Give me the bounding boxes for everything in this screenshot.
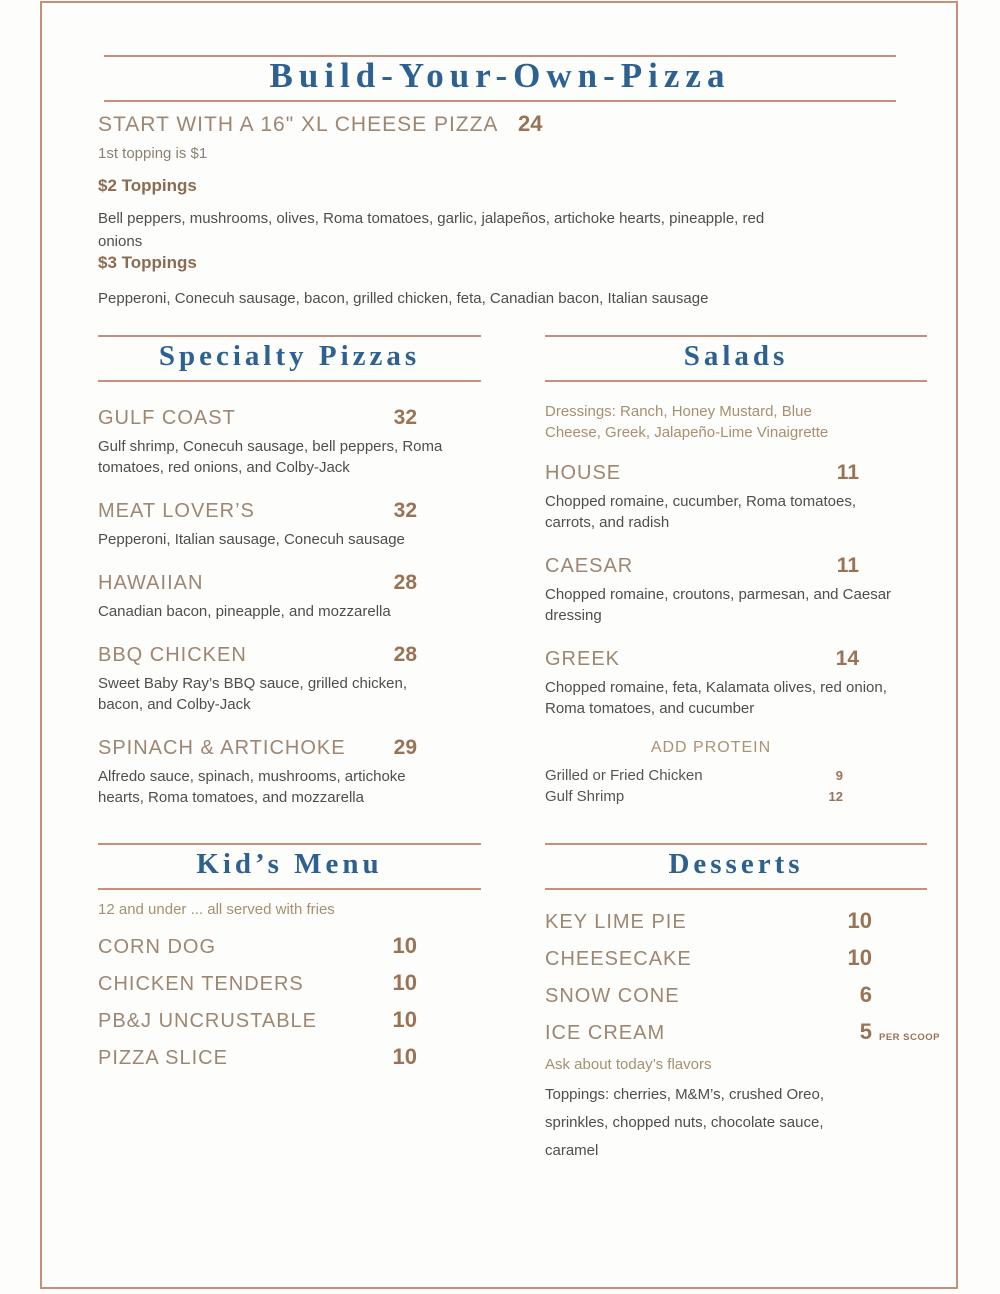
menu-item-add-shrimp bbox=[545, 786, 927, 807]
menu-item-caesar-salad bbox=[545, 553, 927, 626]
item-name: ICE CREAM bbox=[545, 1022, 666, 1044]
item-price: 32 bbox=[393, 406, 417, 429]
item-price: 32 bbox=[393, 499, 417, 522]
item-description: Chopped romaine, feta, Kalamata olives, red onion, Roma tomatoes, and cucumber bbox=[545, 679, 887, 717]
menu-item-hawaiian bbox=[98, 570, 481, 622]
item-price: 10 bbox=[392, 970, 417, 995]
item-price: 10 bbox=[847, 945, 872, 970]
item-price: 11 bbox=[836, 461, 859, 484]
item-name: START WITH A 16" XL CHEESE PIZZA bbox=[98, 113, 499, 136]
item-name: Grilled or Fried Chicken bbox=[545, 767, 703, 784]
tier-label: $3 Toppings bbox=[98, 253, 197, 272]
item-name: MEAT LOVER’S bbox=[98, 500, 255, 522]
item-name: HOUSE bbox=[545, 462, 622, 484]
add-protein-subsection bbox=[545, 739, 927, 807]
tier-items: Bell peppers, mushrooms, olives, Roma tomatoes, garlic, jalapeños, artichoke hearts, pineapple, red onions bbox=[98, 210, 765, 250]
item-price: 5 PER SCOOP bbox=[859, 1019, 940, 1044]
kids-menu-note: 12 and under ... all served with fries bbox=[98, 901, 335, 918]
menu-columns bbox=[98, 335, 940, 1165]
item-description: Chopped romaine, croutons, parmesan, and Caesar dressing bbox=[545, 586, 892, 624]
menu-item-snow-cone bbox=[545, 982, 927, 1009]
per-scoop-unit: PER SCOOP bbox=[879, 1032, 940, 1043]
item-name: CHEESECAKE bbox=[545, 948, 692, 970]
menu-item-meat-lovers bbox=[98, 498, 481, 550]
item-name: CORN DOG bbox=[98, 936, 216, 958]
item-price: 10 bbox=[392, 933, 417, 958]
item-price: 24 bbox=[518, 111, 543, 136]
menu-item-greek-salad bbox=[545, 646, 927, 719]
item-price: 28 bbox=[393, 571, 417, 594]
build-your-own-section bbox=[98, 111, 818, 310]
item-price: 10 bbox=[392, 1044, 417, 1069]
item-price: 12 bbox=[828, 789, 843, 804]
item-price: 28 bbox=[393, 643, 417, 666]
item-name: CAESAR bbox=[545, 555, 634, 577]
menu-item-gulf-coast bbox=[98, 405, 481, 478]
kids-menu-section bbox=[98, 843, 481, 1081]
item-price: 9 bbox=[835, 768, 843, 783]
item-description: Gulf shrimp, Conecuh sausage, bell peppers, Roma tomatoes, red onions, and Colby-Jack bbox=[98, 438, 443, 476]
desserts-section bbox=[545, 843, 940, 1165]
section-title-specialty-pizzas: Specialty Pizzas bbox=[98, 335, 481, 382]
item-name: SPINACH & ARTICHOKE bbox=[98, 737, 346, 759]
item-name: GREEK bbox=[545, 648, 621, 670]
item-name: CHICKEN TENDERS bbox=[98, 973, 304, 995]
menu-item-spinach-artichoke bbox=[98, 735, 481, 808]
specialty-pizzas-section bbox=[98, 335, 481, 828]
menu-item-key-lime-pie bbox=[545, 908, 927, 935]
menu-item-cheesecake bbox=[545, 945, 927, 972]
item-description: Chopped romaine, cucumber, Roma tomatoes, carrots, and radish bbox=[545, 493, 856, 531]
item-name: SNOW CONE bbox=[545, 985, 680, 1007]
menu-item-house-salad bbox=[545, 460, 927, 533]
menu-item-ice-cream bbox=[545, 1019, 940, 1046]
item-description: Sweet Baby Ray’s BBQ sauce, grilled chicken, bacon, and Colby-Jack bbox=[98, 675, 408, 713]
section-title-kids-menu: Kid’s Menu bbox=[98, 843, 481, 890]
section-title-salads: Salads bbox=[545, 335, 927, 382]
menu-item-base-pizza bbox=[98, 111, 818, 137]
item-price: 6 bbox=[859, 982, 872, 1007]
item-name: GULF COAST bbox=[98, 407, 236, 429]
item-price: 29 bbox=[393, 736, 417, 759]
topping-tier-2-dollar bbox=[98, 176, 818, 253]
item-description: Alfredo sauce, spinach, mushrooms, artichoke hearts, Roma tomatoes, and mozzarella bbox=[98, 768, 406, 806]
item-name: BBQ CHICKEN bbox=[98, 644, 247, 666]
item-price: 11 bbox=[836, 554, 859, 577]
section-title-build-your-own-pizza: Build-Your-Own-Pizza bbox=[104, 55, 896, 102]
menu-item-corn-dog bbox=[98, 933, 481, 960]
topping-tier-3-dollar bbox=[98, 253, 818, 310]
menu-item-pizza-slice bbox=[98, 1044, 481, 1071]
item-price: 14 bbox=[835, 647, 859, 670]
item-name: Gulf Shrimp bbox=[545, 788, 625, 805]
dressings-note: Dressings: Ranch, Honey Mustard, Blue Cheese, Greek, Jalapeño-Lime Vinaigrette bbox=[545, 403, 829, 441]
salads-section bbox=[545, 335, 927, 807]
item-price: 10 bbox=[392, 1007, 417, 1032]
item-name: PIZZA SLICE bbox=[98, 1047, 228, 1069]
dessert-toppings-note: Toppings: cherries, M&M’s, crushed Oreo, sprinkles, chopped nuts, chocolate sauce, caramel bbox=[545, 1086, 825, 1159]
tier-items: Pepperoni, Conecuh sausage, bacon, grilled chicken, feta, Canadian bacon, Italian sausage bbox=[98, 290, 709, 307]
item-description: Canadian bacon, pineapple, and mozzarella bbox=[98, 603, 391, 620]
item-price: 10 bbox=[847, 908, 872, 933]
item-description: Pepperoni, Italian sausage, Conecuh sausage bbox=[98, 531, 405, 548]
menu-item-bbq-chicken bbox=[98, 642, 481, 715]
tier-label: $2 Toppings bbox=[98, 176, 197, 195]
section-title-desserts: Desserts bbox=[545, 843, 927, 890]
item-name: KEY LIME PIE bbox=[545, 911, 687, 933]
item-name: HAWAIIAN bbox=[98, 572, 204, 594]
menu-item-pbj-uncrustable bbox=[98, 1007, 481, 1034]
flavors-note: Ask about today’s flavors bbox=[545, 1056, 712, 1073]
menu-item-add-chicken bbox=[545, 765, 927, 786]
add-protein-title: ADD PROTEIN bbox=[650, 739, 772, 756]
menu-item-chicken-tenders bbox=[98, 970, 481, 997]
item-name: PB&J UNCRUSTABLE bbox=[98, 1010, 318, 1032]
first-topping-note: 1st topping is $1 bbox=[98, 145, 208, 162]
